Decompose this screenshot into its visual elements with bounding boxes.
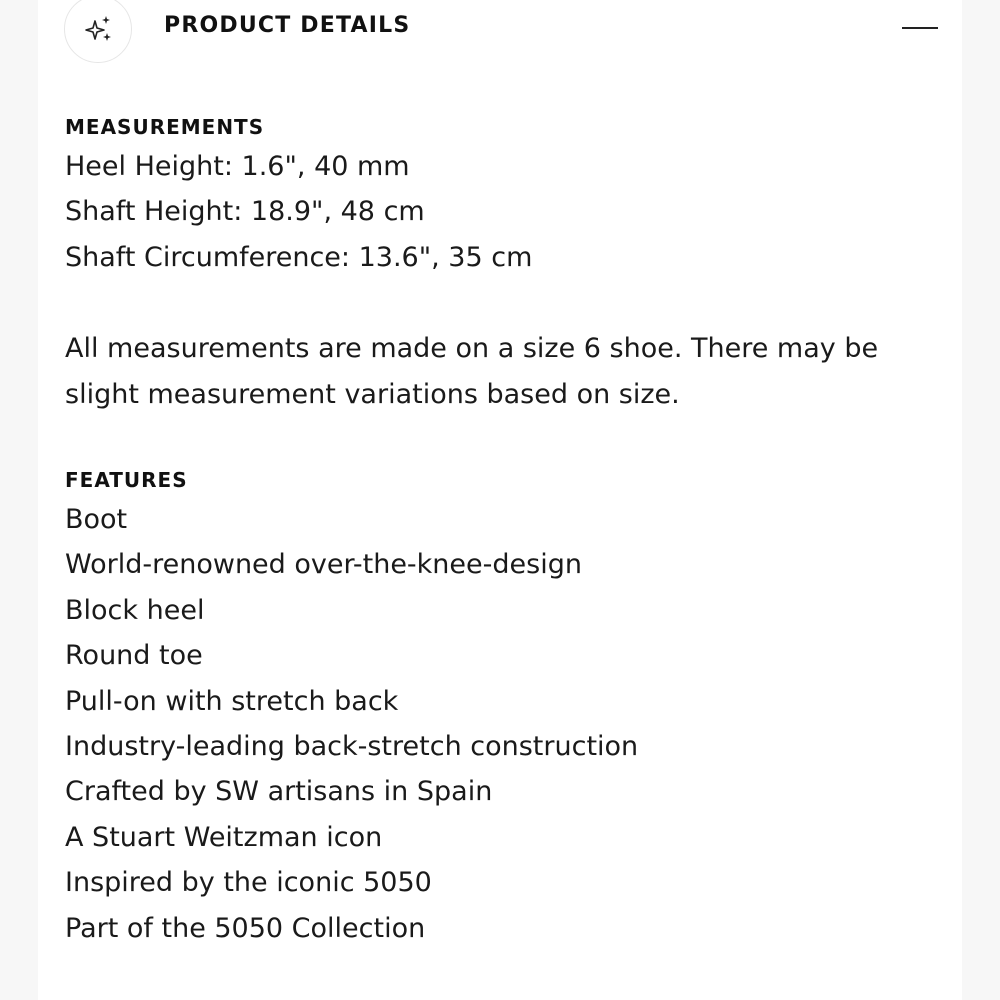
feature-item: Industry-leading back-stretch construction <box>65 731 639 763</box>
measurement-note <box>65 326 940 417</box>
feature-item: A Stuart Weitzman icon <box>65 821 383 853</box>
features-section <box>65 463 940 951</box>
feature-item: Inspired by the iconic 5050 <box>65 867 432 899</box>
sparkles-icon <box>84 14 114 44</box>
feature-item: Part of the 5050 Collection <box>65 912 426 944</box>
feature-item: World-renowned over-the-knee-design <box>65 549 582 581</box>
section-title: PRODUCT DETAILS <box>164 13 411 38</box>
feature-item: Block heel <box>65 594 205 626</box>
features-heading: FEATURES <box>65 468 188 493</box>
measurement-shaft-circumference: Shaft Circumference: 13.6", 35 cm <box>65 241 533 273</box>
feature-item: Round toe <box>65 640 203 672</box>
minus-icon <box>902 27 938 29</box>
measurement-shaft-height: Shaft Height: 18.9", 48 cm <box>65 196 425 228</box>
measurement-note-line: All measurements are made on a size 6 shoe. There may be <box>65 333 879 365</box>
product-details-content <box>65 110 940 951</box>
feature-item: Boot <box>65 504 128 536</box>
measurements-heading: MEASUREMENTS <box>65 115 265 139</box>
sparkles-icon-badge <box>64 0 132 63</box>
left-margin <box>0 0 38 1000</box>
right-margin <box>962 0 1000 1000</box>
product-details-header[interactable] <box>62 0 938 64</box>
measurement-note-line: slight measurement variations based on size. <box>65 378 680 410</box>
feature-item: Pull-on with stretch back <box>65 685 399 717</box>
collapse-button[interactable] <box>900 10 940 44</box>
feature-item: Crafted by SW artisans in Spain <box>65 776 493 808</box>
measurement-heel-height: Heel Height: 1.6", 40 mm <box>65 151 410 182</box>
